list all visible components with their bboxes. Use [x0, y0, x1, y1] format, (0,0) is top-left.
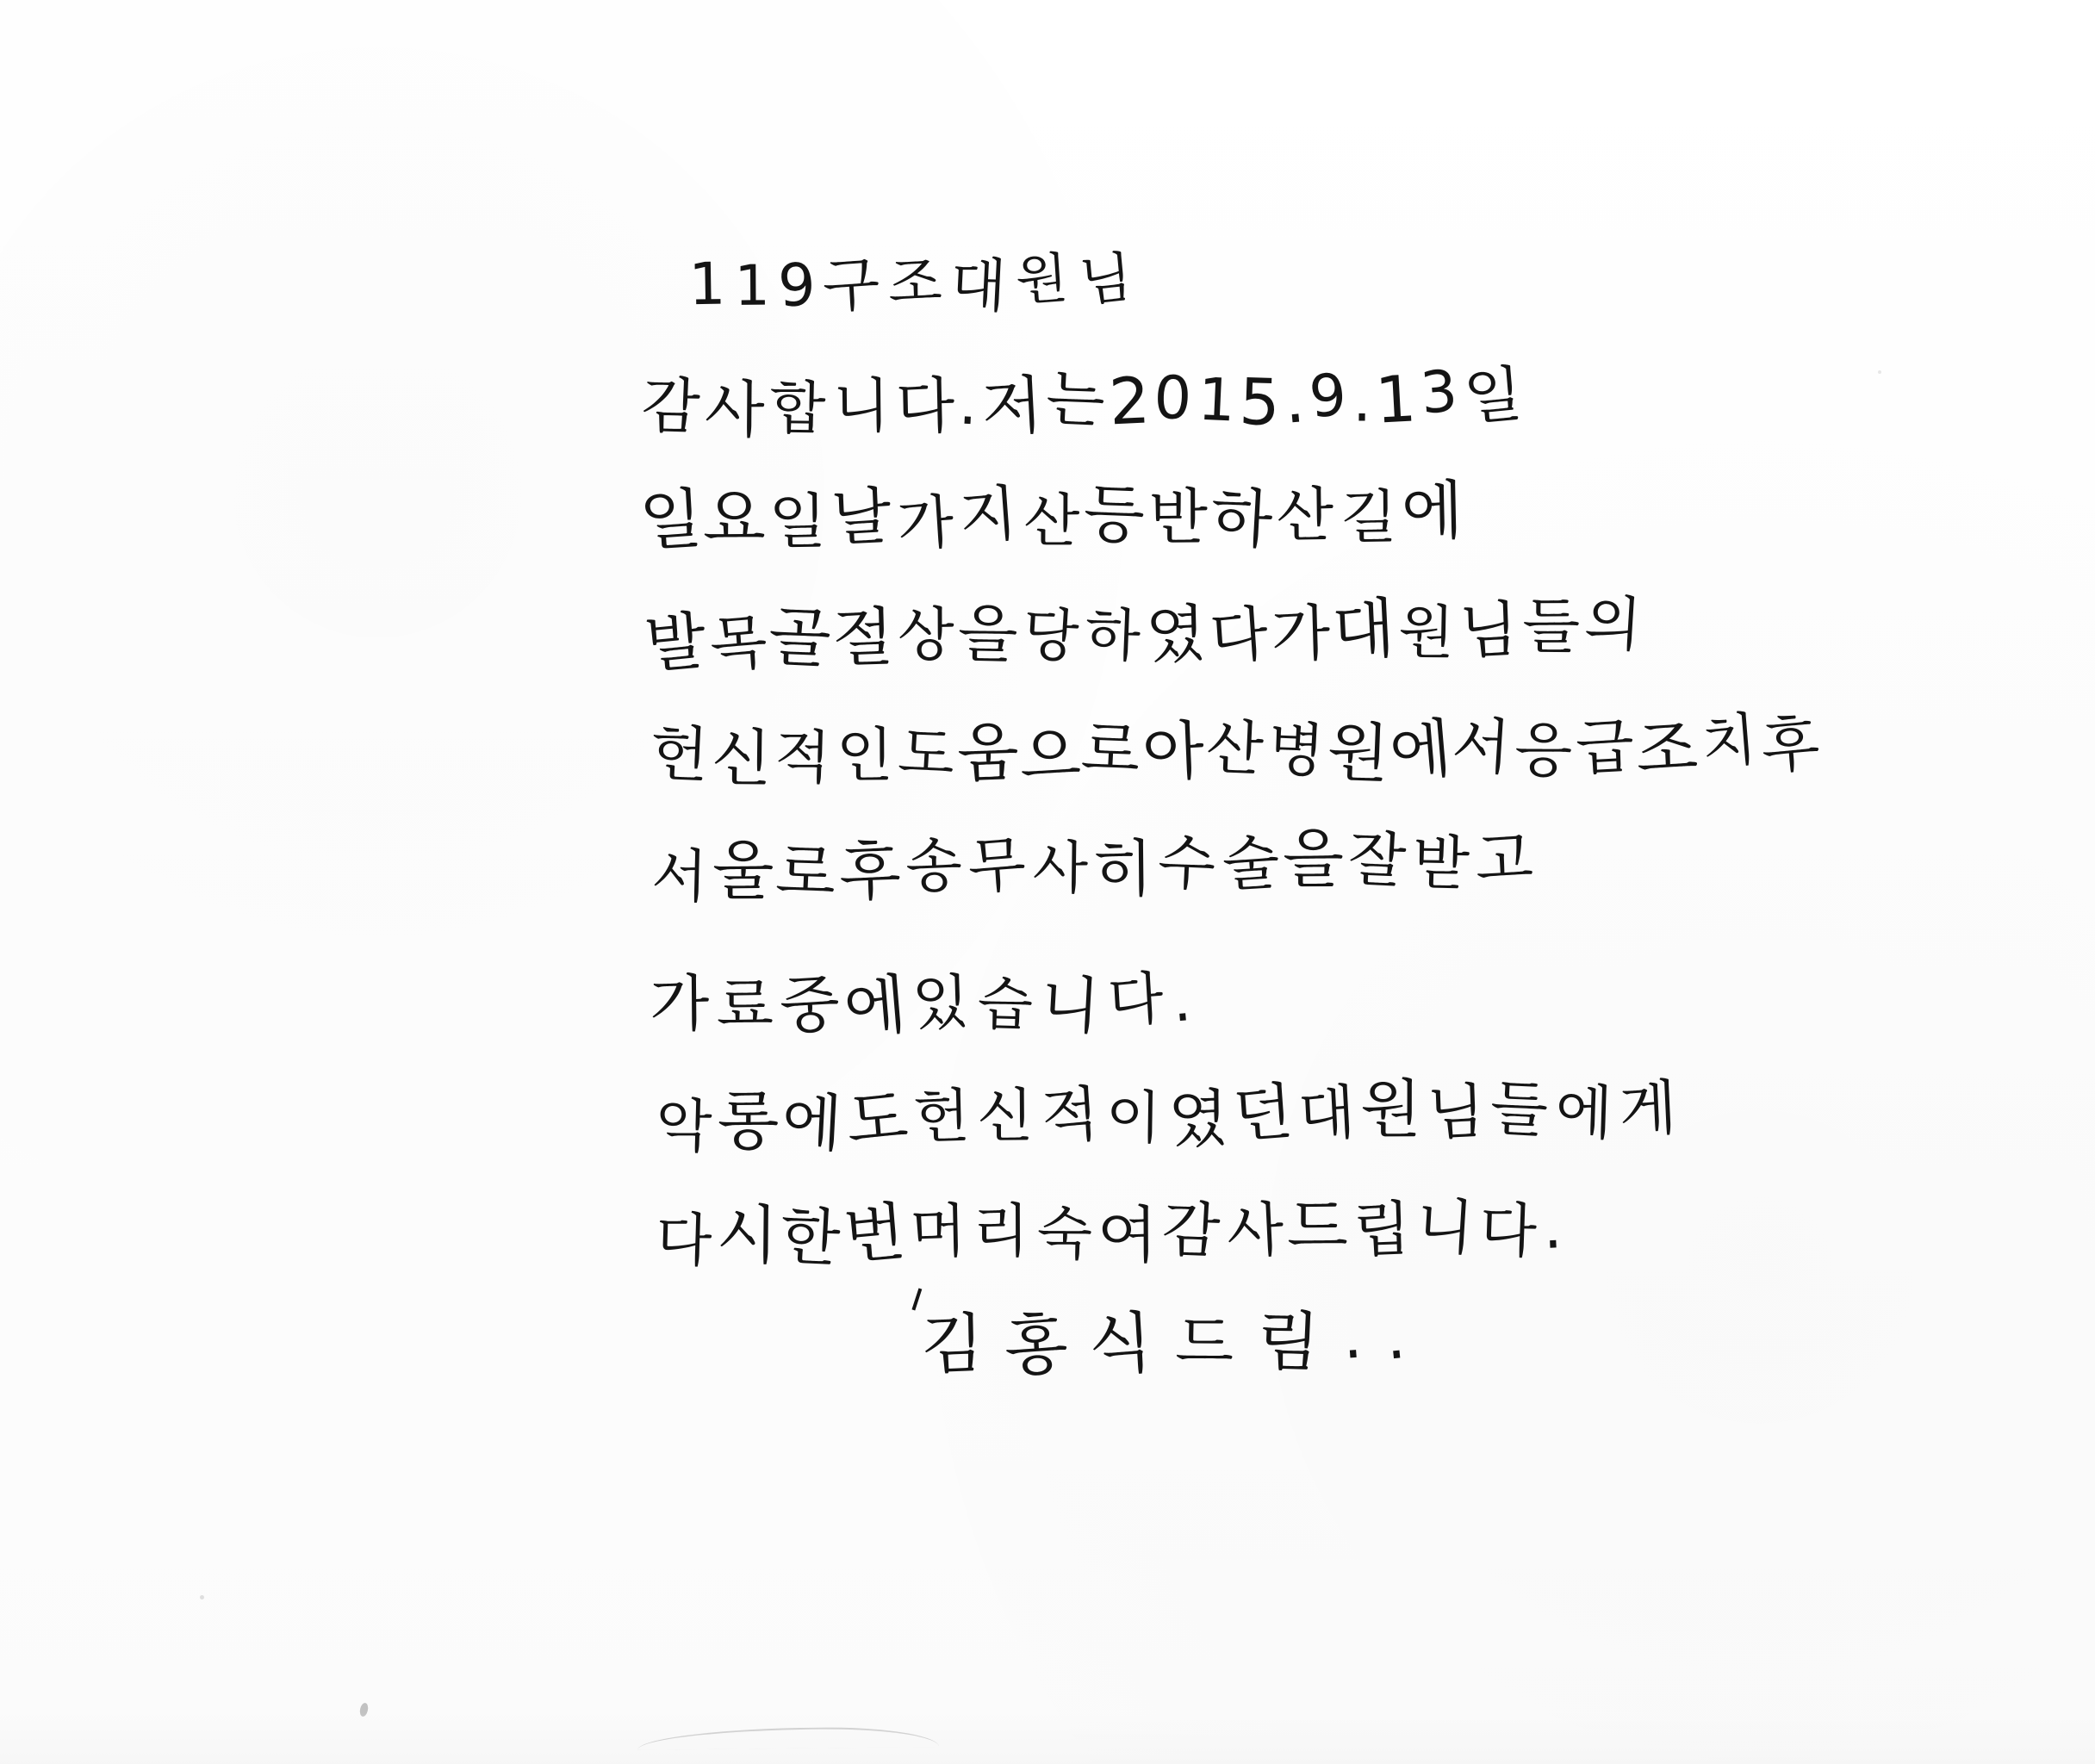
paper-speck	[200, 1595, 204, 1599]
letter-line-1: 감사합니다.저는2015.9.13일	[640, 357, 1531, 447]
letter-line-8: 다시한번머리숙여감사드립니다.	[655, 1189, 1569, 1276]
letter-line-2: 일요일날가지산등반하산길에	[637, 473, 1470, 561]
letter-signature: 김홍식드림..	[920, 1299, 1430, 1386]
paper-bottom-edge	[0, 1712, 2095, 1764]
letter-line-3: 발목골절상을당하였다가대원님들의	[642, 587, 1649, 683]
paper-speck	[1878, 370, 1881, 374]
letter-salutation: 119구조대원님	[687, 244, 1144, 321]
letter-line-5: 서울로후송무사히수술을잘받고	[650, 822, 1540, 911]
letter-line-7: 악롱에도헌신적이였던대원님들에게	[655, 1071, 1685, 1161]
letter-line-4: 헌신적인도움으로아산병원에서응급조치후	[648, 705, 1826, 796]
paper-tear-line	[637, 1726, 939, 1750]
letter-line-6: 가료중에있습니다.	[649, 964, 1201, 1047]
